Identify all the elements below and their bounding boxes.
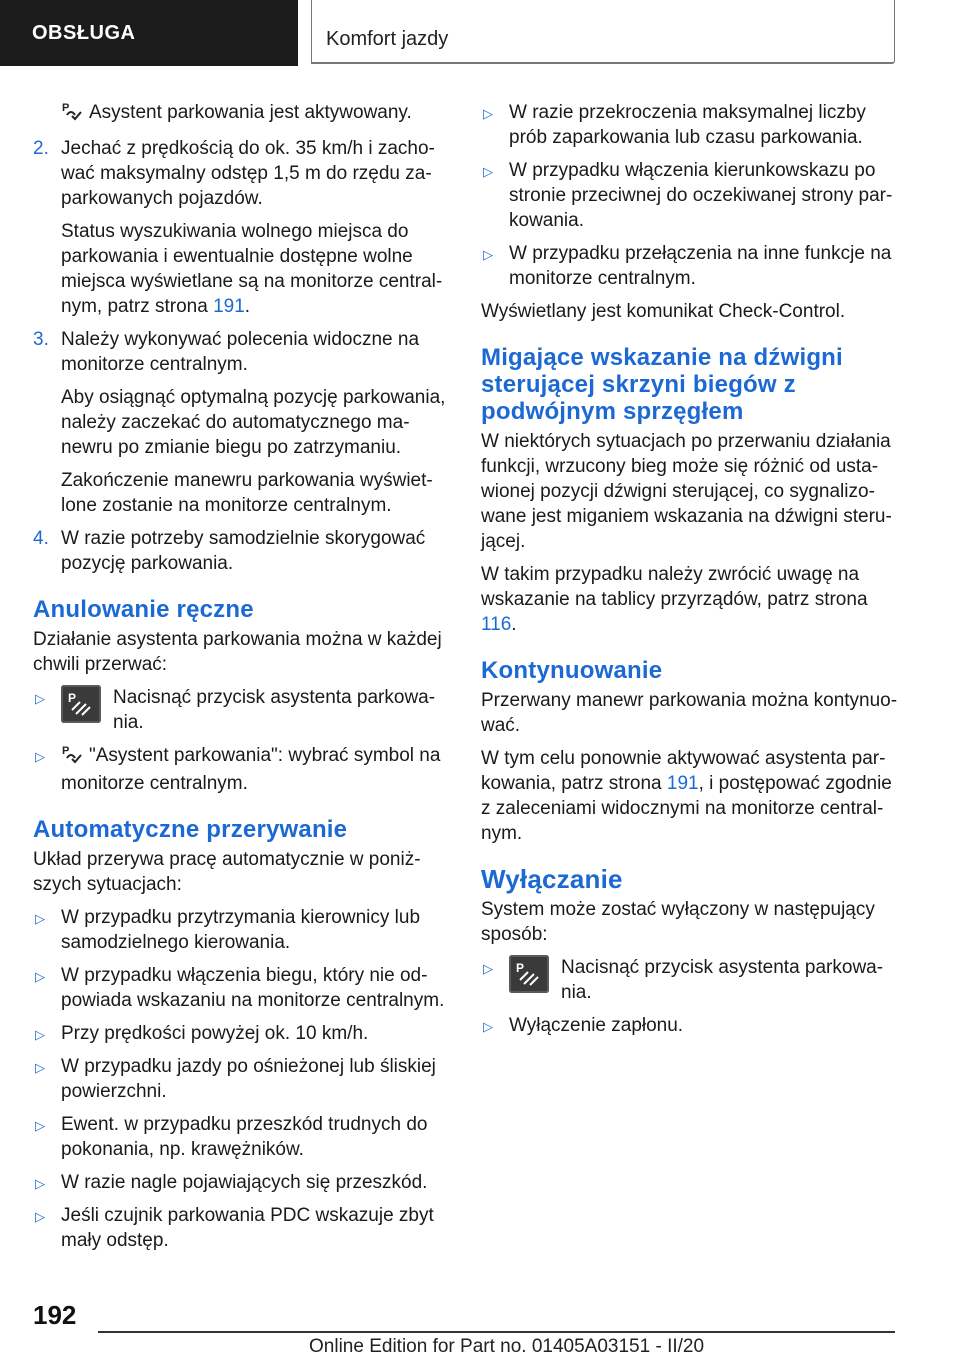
- svg-text:P: P: [62, 102, 70, 114]
- list-item-text: Jeśli czujnik parkowania PDC wskazuje zbyt mały odstęp.: [61, 1205, 434, 1251]
- left-column: [33, 100, 453, 1261]
- paragraph: W niektórych sytuacjach po przerwaniu działania funkcji, wrzucony bieg może się różnić od ustawionej pozycji dźwigni sterującej, co sygnalizowane jest miganiem wskazania na dźwigni sterującej.: [481, 431, 892, 552]
- list-item: [33, 1203, 453, 1253]
- list-item-text: "Asystent parkowania": wybrać symbol na monitorze centralnym.: [61, 745, 441, 794]
- list-item-text: Nacisnąć przycisk asystenta parkowania.: [113, 687, 436, 733]
- svg-text:P: P: [68, 691, 77, 705]
- triangle-bullet-icon: ▷: [35, 1027, 45, 1042]
- triangle-bullet-icon: ▷: [35, 911, 45, 926]
- chapter-tab: [311, 0, 895, 64]
- step-4: [33, 526, 453, 576]
- edition-text: Online Edition for Part no. 01405A03151 - II/20: [309, 1336, 705, 1357]
- heading-continue: Kontynuowanie: [481, 657, 663, 684]
- triangle-bullet-icon: ▷: [483, 1019, 493, 1034]
- list-item: [481, 158, 901, 233]
- triangle-bullet-icon: ▷: [483, 164, 493, 179]
- step-number: 3.: [33, 329, 49, 350]
- paragraph: Działanie asystenta parkowania można w każdej chwili przerwać:: [33, 629, 442, 675]
- paragraph-text: W takim przypadku należy zwrócić uwagę na wskazanie na tablicy przyrządów, patrz strona: [481, 564, 868, 610]
- svg-text:P: P: [62, 745, 70, 757]
- list-item: [33, 905, 453, 955]
- heading-blinking-indicator: Migające wskazanie na dźwigni sterującej skrzyni biegów z podwójnym sprzęgłem: [481, 344, 843, 425]
- list-item: [33, 1054, 453, 1104]
- list-item-text: W przypadku włączenia biegu, który nie odpowiada wskazaniu na monitorze centralnym.: [61, 965, 445, 1011]
- triangle-bullet-icon: ▷: [35, 691, 45, 706]
- triangle-bullet-icon: ▷: [483, 247, 493, 262]
- heading-switch-off: Wyłączanie: [481, 864, 623, 894]
- list-item: [33, 1170, 453, 1195]
- list-item-text: W przypadku jazdy po ośnieżonej lub śliskiej powierzchni.: [61, 1056, 436, 1102]
- paragraph: Wyświetlany jest komunikat Check-Control.: [481, 301, 846, 322]
- triangle-bullet-icon: ▷: [35, 1118, 45, 1133]
- step-sub: [61, 219, 453, 319]
- section-title: OBSŁUGA: [32, 21, 136, 44]
- chapter-title: Komfort jazdy: [326, 28, 449, 50]
- heading-auto-cancel: Automatyczne przerywanie: [33, 816, 348, 843]
- step-text: W razie potrzeby samodzielnie skorygować pozycję parkowania.: [61, 528, 426, 574]
- page-link-191[interactable]: 191: [213, 296, 245, 317]
- step-2: [33, 136, 453, 319]
- triangle-bullet-icon: ▷: [483, 106, 493, 121]
- parking-button-icon: [61, 685, 101, 723]
- list-item-text: W razie przekroczenia maksymalnej liczby prób zaparkowania lub czasu parkowania.: [509, 102, 866, 148]
- svg-text:P: P: [516, 961, 525, 975]
- footer-divider: [98, 1331, 895, 1333]
- list-item-text: W przypadku włączenia kierunkowskazu po stronie przeciwnej do oczekiwanej strony parkowania.: [509, 160, 893, 231]
- heading-manual-cancel: Anulowanie ręczne: [33, 596, 254, 623]
- step-number: 2.: [33, 138, 49, 159]
- step-text: Należy wykonywać polecenia widoczne na monitorze centralnym.: [61, 329, 420, 375]
- list-item: [481, 241, 901, 291]
- paragraph: System może zostać wyłączony w następujący sposób:: [481, 899, 875, 945]
- list-item: [33, 1021, 453, 1046]
- step-number: 4.: [33, 528, 49, 549]
- list-item-text: Wyłączenie zapłonu.: [509, 1015, 684, 1036]
- list-item: [33, 743, 453, 796]
- list-item: [33, 685, 453, 735]
- list-item: [33, 963, 453, 1013]
- right-column: [481, 100, 901, 1046]
- step-sub-text: Status wyszukiwania wolnego miejsca do parkowania i ewentualnie dostępne wolne miejsca wyświetlane są na monitorze centralnym, patrz strona: [61, 221, 443, 317]
- triangle-bullet-icon: ▷: [35, 1176, 45, 1191]
- list-item-text: Nacisnąć przycisk asystenta parkowania.: [561, 957, 884, 1003]
- step-text: Jechać z prędkością do ok. 35 km/h i zachować maksymalny odstęp 1,5 m do rzędu zaparkowanych pojazdów.: [61, 138, 435, 209]
- parking-button-icon: [509, 955, 549, 993]
- paragraph-text: W tym celu ponownie aktywować asystenta parkowania, patrz strona: [481, 748, 886, 794]
- step-sub: Zakończenie manewru parkowania wyświetlone zostanie na monitorze centralnym.: [61, 470, 433, 516]
- triangle-bullet-icon: ▷: [35, 1209, 45, 1224]
- list-item-text: Ewent. w przypadku przeszkód trudnych do pokonania, np. krawężników.: [61, 1114, 428, 1160]
- list-item: [481, 1013, 901, 1038]
- list-item-text: W razie nagle pojawiających się przeszkód.: [61, 1172, 428, 1193]
- triangle-bullet-icon: ▷: [35, 749, 45, 764]
- paragraph: [481, 562, 901, 637]
- list-item-text: Przy prędkości powyżej ok. 10 km/h.: [61, 1023, 369, 1044]
- step-sub: Aby osiągnąć optymalną pozycję parkowania, należy zaczekać do automatycznego manewru po zmianie biegu po zatrzymaniu.: [61, 387, 446, 458]
- list-item: [481, 955, 901, 1005]
- triangle-bullet-icon: ▷: [35, 1060, 45, 1075]
- list-item-text: W przypadku przytrzymania kierownicy lub samodzielnego kierowania.: [61, 907, 421, 953]
- list-item-text: W przypadku przełączenia na inne funkcje na monitorze centralnym.: [509, 243, 892, 289]
- step-sub-end: .: [244, 296, 251, 317]
- list-item: [33, 1112, 453, 1162]
- paragraph-end: , i postępować zgodnie z zaleceniami widocznymi na monitorze centralnym.: [481, 773, 892, 844]
- page-link-116[interactable]: 116: [481, 614, 512, 635]
- list-item: [481, 100, 901, 150]
- paragraph: Przerwany manewr parkowania można kontynuować.: [481, 690, 898, 736]
- page-link-191[interactable]: 191: [666, 773, 699, 794]
- intro-text: Asystent parkowania jest aktywowany.: [89, 102, 412, 123]
- paragraph: [481, 746, 901, 846]
- paragraph: Układ przerywa pracę automatycznie w poniższych sytuacjach:: [33, 849, 421, 895]
- parking-assistant-icon: [61, 101, 83, 128]
- page-number: 192: [33, 1300, 77, 1330]
- step-3: [33, 327, 453, 518]
- parking-assistant-icon: [61, 744, 83, 771]
- triangle-bullet-icon: ▷: [35, 969, 45, 984]
- triangle-bullet-icon: ▷: [483, 961, 493, 976]
- paragraph-end: .: [511, 614, 517, 635]
- intro-line: [33, 100, 453, 128]
- section-tab: [0, 0, 298, 66]
